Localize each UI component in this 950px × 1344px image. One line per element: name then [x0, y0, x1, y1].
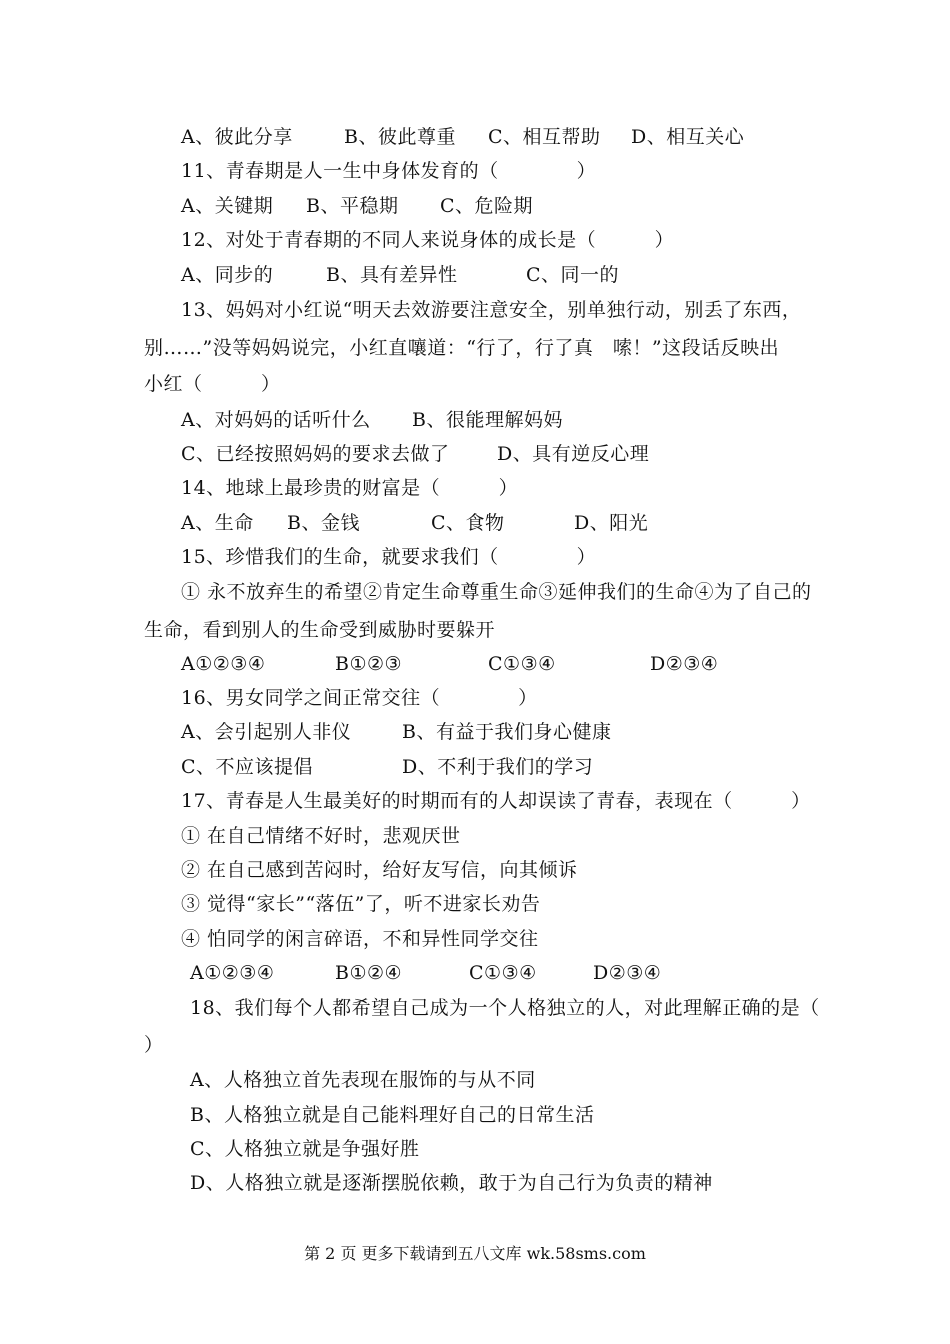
option-d: D②③④: [593, 962, 662, 984]
option-a: A①②③④: [190, 962, 275, 984]
option-d: D、相互关心: [631, 126, 745, 148]
option-c: C、相互帮助: [488, 126, 601, 148]
question-18: 18、我们每个人都希望自己成为一个人格独立的人，对此理解正确的是（: [190, 997, 820, 1019]
option-a: A、彼此分享: [181, 126, 293, 148]
option-b: B、金钱: [287, 512, 360, 534]
option-d: D②③④: [650, 653, 719, 675]
option-d: D、不利于我们的学习: [402, 756, 594, 778]
question-16: 16、男女同学之间正常交往（ ）: [181, 687, 538, 709]
question-15-statements-cont: 生命，看到别人的生命受到威胁时要躲开: [144, 619, 496, 641]
option-b: B①②④: [335, 962, 403, 984]
question-13-cont: 别……”没等妈妈说完，小红直嚷道：“行了，行了真 嗦！”这段话反映出: [144, 337, 780, 359]
question-17: 17、青春是人生最美好的时期而有的人却误读了青春，表现在（ ）: [181, 790, 811, 812]
question-13-cont: 小红（ ）: [144, 373, 281, 395]
question-12: 12、对处于青春期的不同人来说身体的成长是（ ）: [181, 229, 675, 251]
statement-4: ④ 怕同学的闲言碎语，不和异性同学交往: [181, 928, 539, 950]
option-a: A、关键期: [181, 195, 274, 217]
question-11: 11、青春期是人一生中身体发育的（ ）: [181, 160, 597, 182]
option-a: A①②③④: [181, 653, 266, 675]
option-c: C、同一的: [526, 264, 620, 286]
option-c: C、不应该提倡: [181, 756, 314, 778]
option-a: A、同步的: [181, 264, 274, 286]
option-a: A、对妈妈的话听什么: [181, 409, 371, 431]
option-b: B①②③: [335, 653, 403, 675]
option-b: B、彼此尊重: [344, 126, 456, 148]
option-b: B、平稳期: [306, 195, 399, 217]
question-14: 14、地球上最珍贵的财富是（ ）: [181, 477, 519, 499]
option-d: D、阳光: [574, 512, 649, 534]
page-footer: 第 2 页 更多下载请到五八文库 wk.58sms.com: [304, 1244, 646, 1263]
statement-2: ② 在自己感到苦闷时，给好友写信，向其倾诉: [181, 859, 578, 881]
option-c: C①③④: [469, 962, 537, 984]
option-c: C、食物: [431, 512, 505, 534]
option-a: A、生命: [181, 512, 254, 534]
option-b-line: B、人格独立就是自己能料理好自己的日常生活: [190, 1104, 595, 1126]
option-c-line: C、人格独立就是争强好胜: [190, 1138, 420, 1160]
option-a: A、会引起别人非仪: [181, 721, 352, 743]
option-c: C①③④: [488, 653, 556, 675]
question-15-statements: ① 永不放弃生的希望②肯定生命尊重生命③延伸我们的生命④为了自己的: [181, 581, 812, 603]
statement-3: ③ 觉得“家长”“落伍”了，听不进家长劝告: [181, 893, 541, 915]
option-a-line: A、人格独立首先表现在服饰的与从不同: [190, 1069, 536, 1091]
option-c: C、已经按照妈妈的要求去做了: [181, 443, 450, 465]
question-15: 15、珍惜我们的生命，就要求我们（ ）: [181, 546, 597, 568]
option-d-line: D、人格独立就是逐渐摆脱依赖，敢于为自己行为负责的精神: [190, 1172, 713, 1194]
question-18-cont: ）: [144, 1034, 164, 1056]
question-13: 13、妈妈对小红说“明天去效游要注意安全，别单独行动，别丢了东西，: [181, 299, 802, 321]
option-b: B、很能理解妈妈: [412, 409, 563, 431]
option-b: B、具有差异性: [326, 264, 458, 286]
option-d: D、具有逆反心理: [497, 443, 650, 465]
statement-1: ① 在自己情绪不好时，悲观厌世: [181, 825, 461, 847]
option-c: C、危险期: [440, 195, 534, 217]
option-b: B、有益于我们身心健康: [402, 721, 612, 743]
